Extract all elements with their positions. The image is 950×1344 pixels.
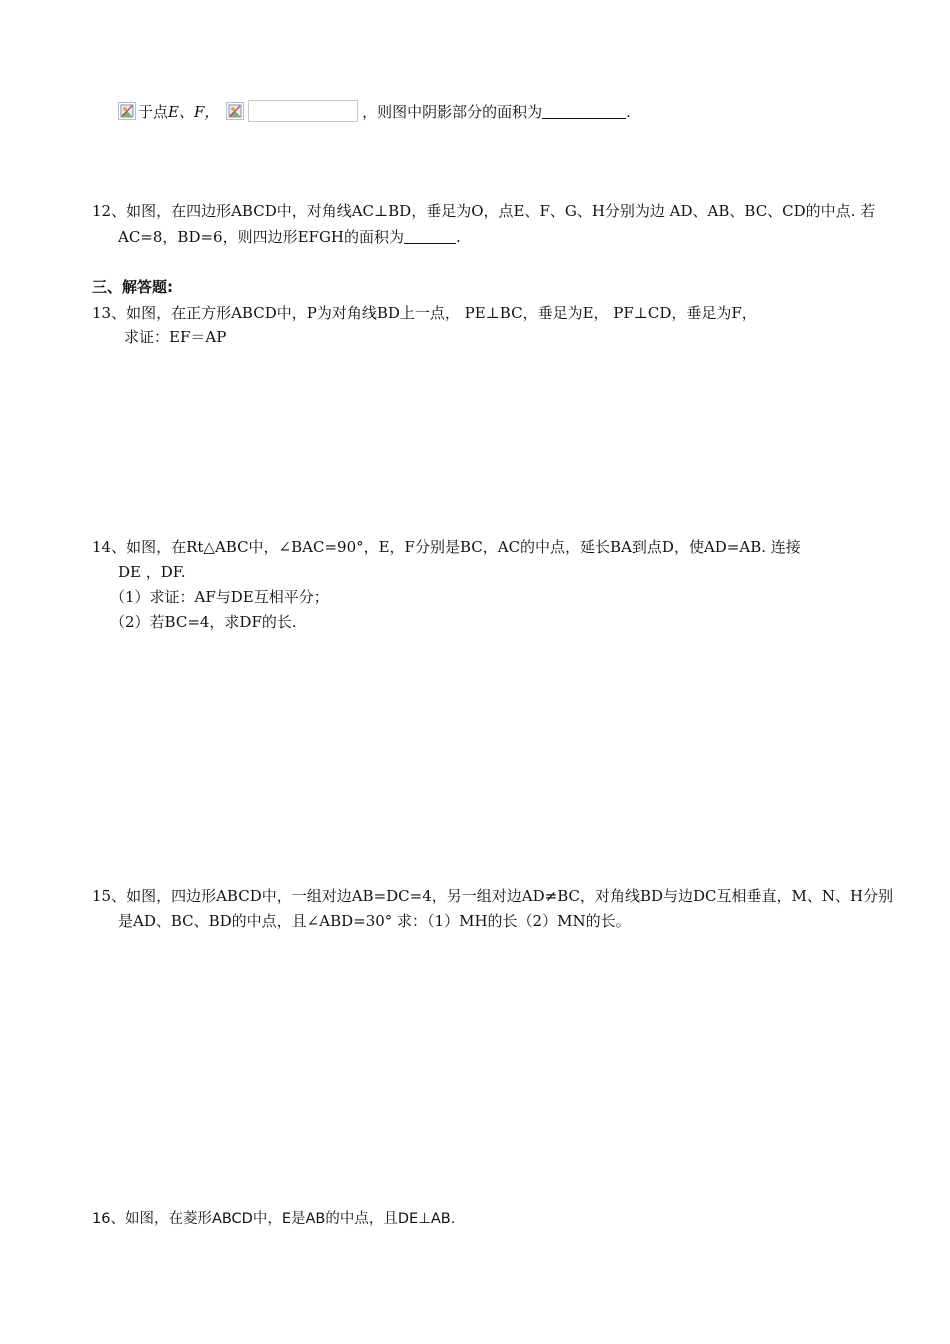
q11-end: . [626, 103, 631, 121]
answer-blank[interactable] [404, 228, 456, 244]
broken-image-icon [226, 102, 244, 120]
q12-text-1: 12、如图，在四边形ABCD中，对角线AC⊥BD，垂足为O，点E、F、G、H分别为边 AD、AB、BC、CD的中点. 若 [92, 202, 876, 220]
q12-line-1 [92, 200, 875, 222]
q13-line-1: 13、如图，在正方形ABCD中，P为对角线BD上一点， PE⊥BC，垂足为E， PF⊥CD，垂足为F， [92, 304, 757, 322]
q14-line-1: 14、如图，在Rt△ABC中，∠BAC=90°，E，F分别是BC，AC的中点，延长BA到点D，使AD=AB. 连接 [92, 538, 801, 556]
q16-line-1: 16、如图，在菱形ABCD中，E是AB的中点，且DE⊥AB. [92, 1211, 456, 1227]
q14-line-2: DE ，DF. [118, 563, 186, 581]
q14-sub-1: （1）求证：AF与DE互相平分； [110, 588, 329, 606]
q11-text-2: ，则图中阴影部分的面积为 [362, 103, 543, 121]
q11-text-1: 于点 [138, 103, 169, 121]
q15-line-1: 15、如图，四边形ABCD中，一组对边AB=DC=4，另一组对边AD≠BC，对角线BD与边DC互相垂直，M、N、H分别 [92, 887, 894, 905]
q14-sub-2: （2）若BC=4，求DF的长. [110, 613, 297, 631]
q12-end: . [456, 228, 461, 246]
image-placeholder [248, 100, 358, 122]
answer-blank[interactable] [542, 103, 626, 119]
q13-line-2: 求证：EF＝AP [124, 328, 227, 346]
q12-text-2: AC=8，BD=6，则四边形EFGH的面积为 [118, 228, 405, 246]
section-heading: 三、解答题: [92, 278, 173, 296]
q12-line-2 [118, 226, 461, 248]
q11-points: E、F， [168, 103, 220, 121]
q11-line [118, 100, 631, 123]
broken-image-icon [118, 102, 136, 120]
q15-line-2: 是AD、BC、BD的中点，且∠ABD=30° 求：（1）MH的长（2）MN的长。 [118, 912, 631, 930]
